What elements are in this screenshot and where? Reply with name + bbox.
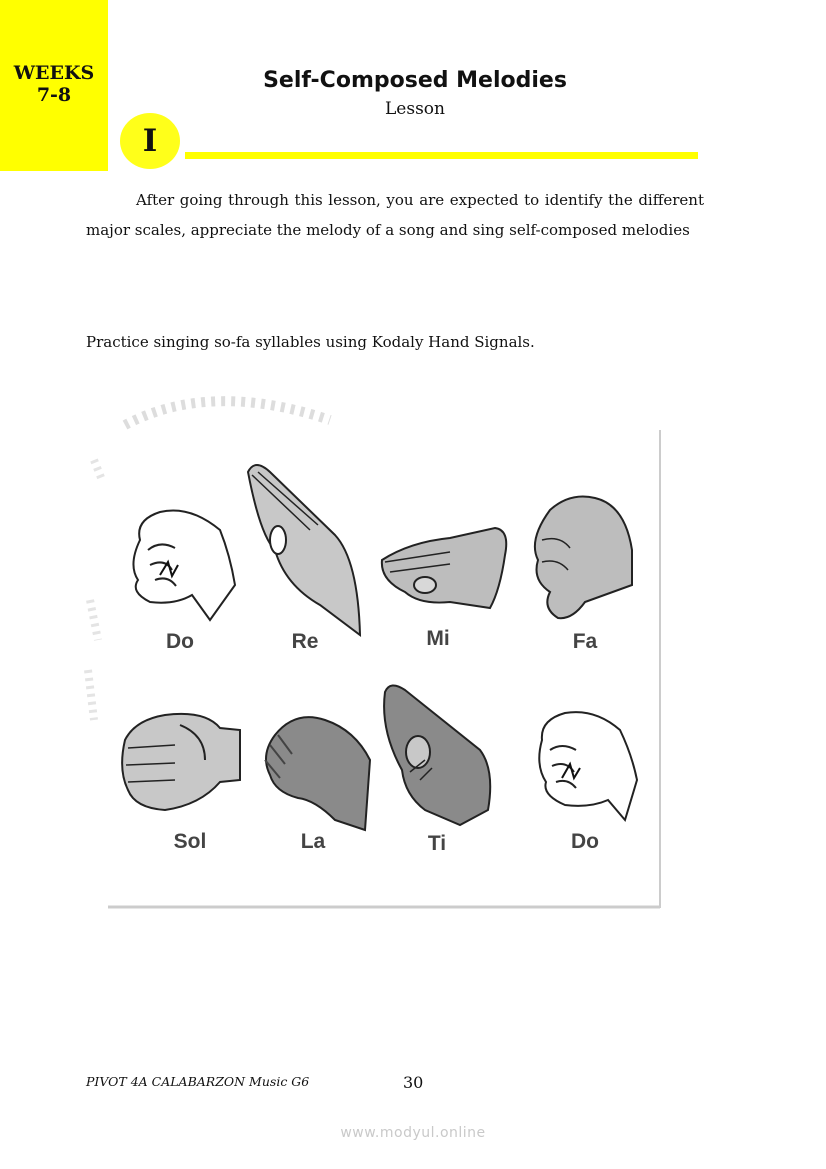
hand-sol-icon <box>122 714 240 810</box>
hand-mi-icon <box>382 528 506 608</box>
weeks-label-line2: 7-8 <box>36 84 72 106</box>
hand-label: Do <box>571 830 599 853</box>
hand-fa-icon <box>535 497 632 619</box>
hand-do-high-icon <box>539 712 637 820</box>
intro-paragraph: After going through this lesson, you are expected to identify the different major scales, appreciate the melody of a song and sing self-composed melodies <box>86 191 704 239</box>
footer-source: PIVOT 4A CALABARZON Music G6 <box>86 1074 310 1089</box>
stamp-mark <box>88 460 102 720</box>
hand-label: Re <box>291 630 319 653</box>
page-title: Self-Composed Melodies <box>263 68 567 93</box>
page-number: 30 <box>403 1073 424 1092</box>
hand-label: Mi <box>426 627 450 650</box>
hand-label: La <box>300 830 326 853</box>
instruction-paragraph: Practice singing so-fa syllables using Kodaly Hand Signals. <box>86 333 535 351</box>
hand-label: Fa <box>572 630 598 653</box>
stamp-mark <box>125 401 330 425</box>
weeks-badge <box>0 0 108 171</box>
hand-label: Sol <box>173 830 207 853</box>
page-subtitle: Lesson <box>385 99 445 119</box>
section-letter: I <box>142 123 158 159</box>
header-rule <box>185 152 698 159</box>
hand-label: Do <box>166 630 194 653</box>
weeks-label-line1: WEEKS <box>13 62 95 84</box>
hand-signals-illustration <box>80 380 662 910</box>
weeks-label <box>0 62 108 106</box>
hand-la-icon <box>265 717 370 830</box>
hand-do-icon <box>133 510 235 620</box>
hand-re-icon <box>248 465 360 635</box>
kodaly-hand-signals-figure <box>80 380 662 910</box>
watermark: www.modyul.online <box>340 1125 486 1141</box>
hand-label: Ti <box>427 832 447 855</box>
hand-ti-icon <box>384 685 490 825</box>
